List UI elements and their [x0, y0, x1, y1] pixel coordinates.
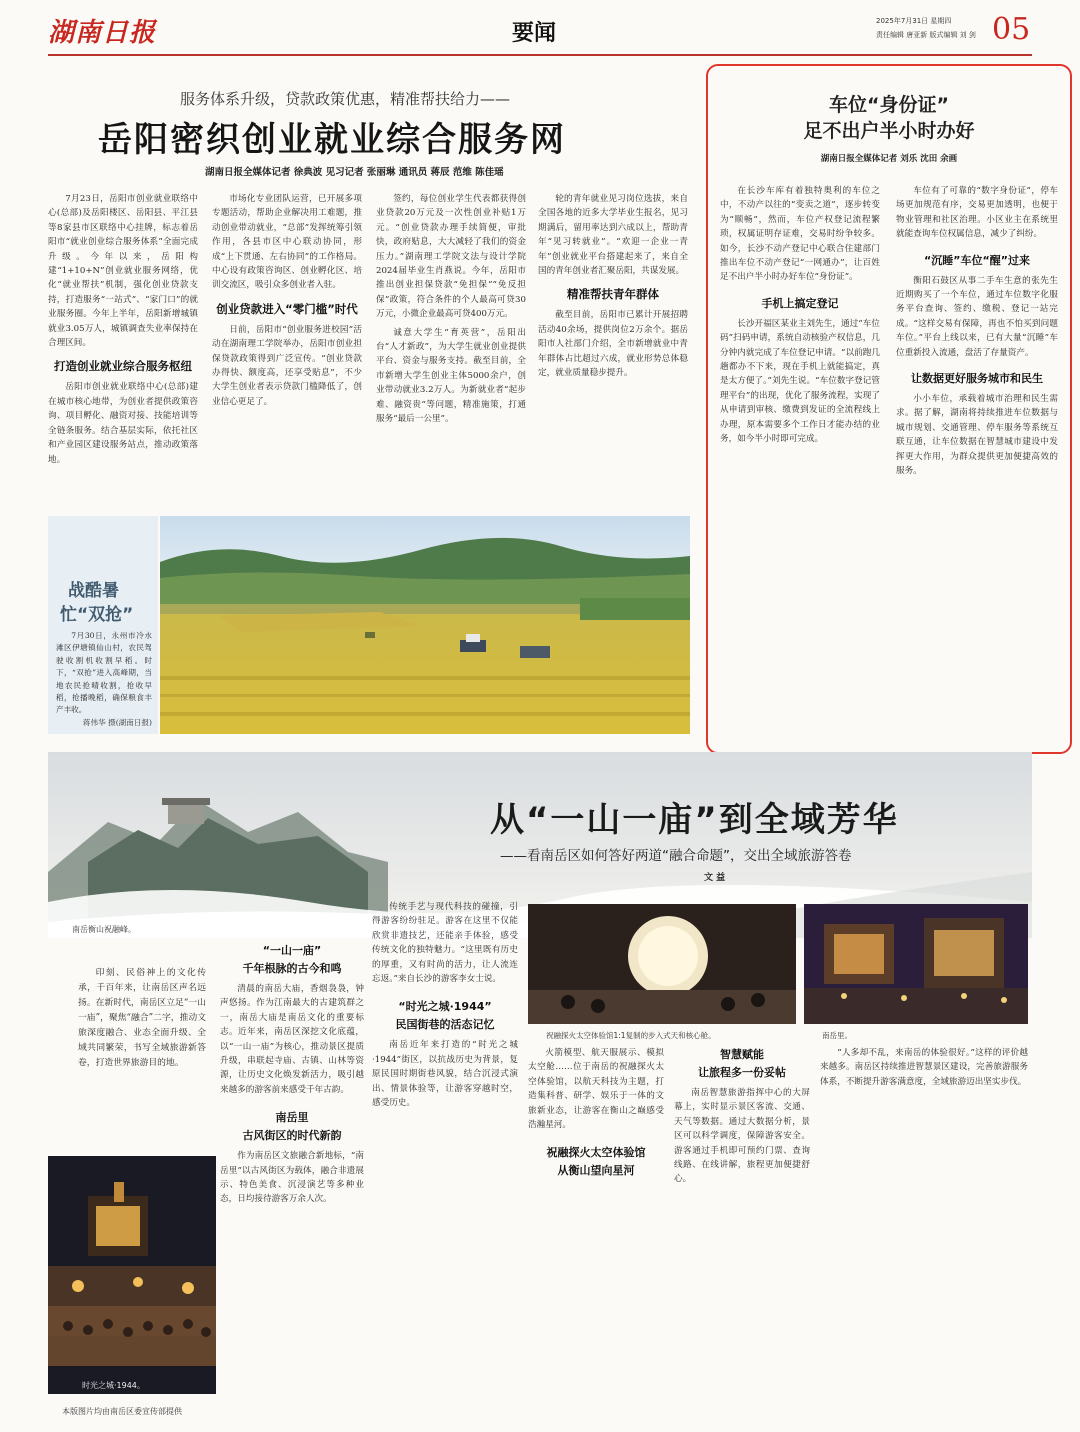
- lead-subhead-1: 打造创业就业综合服务枢纽: [54, 359, 192, 374]
- lead-byline: 湖南日报全媒体记者 徐典波 见习记者 张丽琳 通讯员 蒋辰 范维 陈佳瑶: [205, 167, 504, 178]
- feature-subhead-2: “沉睡”车位“醒”过来: [924, 253, 1030, 267]
- nanyue-subtitle: ——看南岳区如何答好两道“融合命题”，交出全域旅游答卷: [500, 848, 852, 864]
- feature-byline: 湖南日报全媒体记者 刘乐 沈田 余画: [820, 154, 958, 164]
- masthead-rule: [48, 54, 1032, 56]
- nanyue-paragraph: 清晨的南岳大庙，香烟袅袅，钟声悠扬。作为江南最大的古建筑群之一，南岳大庙是南岳文化的重要标志。近年来，南岳区深挖文化底蕴，以“一山一庙”为核心，推动景区提质升级，串联起寺庙、古镇、山林等资源，让历史文化焕发新活力，吸引越来越多的游客前来感受千年古韵。: [220, 984, 364, 1095]
- nanyue-night-image: [804, 904, 1028, 1024]
- night-caption: 南岳里。: [822, 1031, 852, 1040]
- sidebar-title-2: 忙“双抢”: [60, 605, 134, 625]
- nanyue-paragraph: 南岳近年来打造的“时光之城·1944”街区，以抗战历史为背景，复原民国时期街巷风貌，结合沉浸式演出、情景体验等，让游客穿越时空，感受历史。: [372, 1040, 518, 1109]
- nanyue-paragraph: 火箭模型、航天服展示、模拟太空舱……位于南岳的祝融探火太空体验馆，以航天科技为主题，打造集科普、研学、娱乐于一体的文旅新业态，让游客在衡山之巅感受浩瀚星河。: [528, 1048, 664, 1131]
- nanyue-subhead-a: “一山一庙”: [262, 944, 322, 957]
- sidebar-credit: 蒋伟华 摄(湖南日报): [82, 717, 152, 727]
- lead-col-3: [376, 192, 526, 510]
- lead-paragraph: 轮的青年就业见习岗位选拔，来自全国各地的近多大学毕业生报名，见习期满后，留用率达到六成以上，帮助青年“见习转就业”。“欢迎一企业一青年”创业就业平台搭建起来了，来自全国的青年创业者汇聚岳阳，共谋发展。: [538, 194, 688, 277]
- lead-paragraph: 日前，岳阳市“创业服务进校园”活动在湖南理工学院举办，岳阳市创业担保贷款政策得到广泛宣传。“创业贷款办得快、额度高，还享受贴息”，不少大学生创业者表示贷款门槛降低了，创业信心更足了。: [212, 324, 362, 407]
- feature-col-1: [720, 184, 880, 744]
- lead-paragraph: 市场化专业团队运营，已开展多项专题活动，帮助企业解决用工难题，推动创业带动就业，“总部”发挥统筹引领作用，各县市区中心联动协同，形成“上下贯通、左右协同”的工作格局。中心设有政策咨询区、创业孵化区、培训交流区，吸引众多创业者入驻。: [212, 194, 362, 291]
- night-street-image: [48, 1156, 216, 1394]
- lead-paragraph: 7月23日，岳阳市创业就业联络中心(总部)及岳阳楼区、岳阳县、平江县等8家县市区联络中心挂牌，标志着岳阳市“就业创业综合服务体系”全面完成升级。今年以来，岳阳构建“1+10+N”创业就业服务网络，优化“就业帮扶”机制，强化创业贷款支持，打造服务“一站式”、“家门口”的就业服务圈。今年上半年，岳阳新增城镇就业3.05万人，城镇调查失业率保持在合理区间。: [48, 194, 198, 349]
- feature-paragraph: 在长沙车库有着独特奥利的车位之中，不动产以往的“变卖之道”，逐步转变为“顺畅”，然而，车位产权登记流程繁琐，权属证明存证难，交易时纷争较多。如今，长沙不动产登记中心联合住建部门推出车位不动产登记“一网通办”，让百姓足不出户半小时办好车位“身份证”。: [720, 186, 880, 283]
- nanyue-headline: 从“一山一庙”到全域芳华: [490, 800, 899, 840]
- lead-subhead-3: 精准帮扶青年群体: [567, 287, 659, 302]
- feature-paragraph: 长沙开福区某业主刘先生，通过“车位码”扫码申请，系统自动核验产权信息，几分钟内就完成了车位登记申请。“以前跑几趟都办不下来，现在手机上就能搞定，真是太方便了。”刘先生说。“车位数字登记管理平台”的出现，优化了服务流程，实现了从申请到审核、缴费到发证的全流程线上办理，原本需要多个工作日才能办结的业务，如今半小时即可完成。: [720, 318, 880, 445]
- nanyue-col-a: [220, 942, 364, 1412]
- feature-title-2: 足不出户半小时办好: [803, 120, 975, 142]
- nanyue-paragraph: “人多却不乱，来南岳的体验很好。”这样的评价越来越多。南岳区持续推进智慧景区建设，完善旅游服务体系，不断提升游客满意度，全域旅游迈出坚实步伐。: [820, 1048, 1028, 1087]
- lead-paragraph: 签约，每位创业学生代表都获得创业贷款20万元及一次性创业补贴1万元。“创业贷款办理手续简便，审批快，政府贴息，大大减轻了我们的资金压力。”湖南理工学院文法与设计学院2024届毕业生肖燕说。今年，岳阳市推出创业担保贷款“免担保”“免反担保”政策，符合条件的个人最高可贷30万元，小微企业最高可贷400万元。: [376, 194, 526, 320]
- nanyue-subhead-d: 祝融探火太空体验馆: [546, 1146, 646, 1160]
- lead-paragraph: 岳阳市创业就业联络中心(总部)建在城市核心地带，为创业者提供政策咨询、项目孵化、融资对接、技能培训等全链条服务。结合基层实际，依托社区和产业园区建设服务站点，推动政策落地。: [48, 382, 198, 465]
- lead-paragraph: 诚意大学生“育英营”，岳阳出台“人才新政”，为大学生就业创业提供平台、资金与服务支持。截至目前，全市新增大学生创业主体5000余户，创业带动就业3.2万人。为新就业者“起步难、融资贵”等问题，精准施策，打通服务“最后一公里”。: [376, 327, 526, 425]
- space-hall-photo: [528, 904, 796, 1024]
- issue-date: 2025年7月31日 星期四: [876, 17, 952, 25]
- nanyue-subhead-c: “时光之城·1944”: [398, 1000, 492, 1014]
- nanyue-subhead-a2: 千年根脉的古今和鸣: [242, 962, 342, 975]
- lead-paragraph: 截至目前，岳阳市已累计开展招聘活动40余场，提供岗位2万余个。据岳阳市人社部门介绍，全市新增就业中青年群体占比超过六成，就业形势总体稳定，就业质量稳步提升。: [538, 310, 688, 379]
- page-editors: 责任编辑 唐亚新 版式编辑 刘 剑: [876, 31, 976, 39]
- feature-paragraph: 车位有了可靠的“数字身份证”，停车场更加规范有序，交易更加透明，也便于物业管理和社区治理。小区业主在系统里就能查询车位权属信息，减少了纠纷。: [896, 186, 1058, 240]
- feature-paragraph: 衡阳石鼓区从事二手车生意的张先生近期购买了一个车位，通过车位数字化服务平台查询、签约、缴税、登记一站完成。“这样交易有保障，再也不怕买到问题车位。”平台上线以来，已有大量“沉睡”车位重新投入流通，盘活了存量资产。: [896, 275, 1058, 358]
- feature-subhead-1: 手机上搞定登记: [761, 296, 839, 310]
- photo-sidebar-panel: [48, 516, 158, 734]
- rice-field-image: [160, 516, 690, 734]
- nanyue-col-e: [674, 1046, 810, 1412]
- nanyue-subhead-b: 南岳里: [275, 1111, 309, 1125]
- nanyue-subhead-e2: 让旅程多一份妥帖: [698, 1066, 786, 1079]
- page-number: 05: [992, 12, 1031, 47]
- night-street-photo: [804, 904, 1028, 1024]
- newspaper-logo: 湖南日报: [48, 18, 157, 48]
- nanyue-col-c: [372, 900, 518, 1412]
- sidebar-caption-text: 7月30日，永州市冷水滩区伊塘镇仙山村，农民驾驶收割机收割早稻。时下，“双抢”进入高峰期，当地农民抢晴收割，抢收早稻，抢播晚稻，确保粮食丰产丰收。: [56, 631, 152, 715]
- nanyue-subhead-b2: 古风街区的时代新韵: [242, 1129, 342, 1143]
- nanyue-col-f: [820, 1046, 1028, 1412]
- section-title: 要闻: [512, 21, 557, 46]
- lead-col-1: [48, 192, 198, 510]
- nanyue-subhead-d2: 从衡山望向星河: [557, 1164, 635, 1178]
- space-capsule-image: [528, 904, 796, 1024]
- rice-harvest-photo: [160, 516, 690, 734]
- mountain-caption: 南岳衡山祝融峰。: [72, 925, 136, 934]
- feature-subhead-3: 让数据更好服务城市和民生: [911, 372, 1043, 386]
- nanyue-subhead-e: 智慧赋能: [720, 1048, 764, 1061]
- lead-col-2: [212, 192, 362, 510]
- lead-subhead-2: 创业贷款进入“零门槛”时代: [216, 301, 358, 316]
- nanyue-paragraph: 作为南岳区文旅融合新地标，“南岳里”以古风街区为载体，融合非遗展示、特色美食、沉浸演艺等多种业态，日均接待游客万余人次。: [220, 1151, 364, 1205]
- lead-headline: 岳阳密织创业就业综合服务网: [98, 120, 566, 160]
- feature-box: [706, 64, 1072, 754]
- nanyue-author: 文 益: [704, 873, 726, 883]
- feature-title-1: 车位“身份证”: [829, 94, 949, 116]
- space-caption: 祝融探火太空体验馆1:1复制的步入式天和核心舱。: [546, 1031, 716, 1040]
- city-caption: 时光之城·1944。: [82, 1381, 145, 1390]
- lead-col-4: [538, 192, 688, 510]
- nanyue-intro: [78, 966, 206, 1148]
- nanyue-intro-text: 印刻、民俗神上的文化传承，千百年来，让南岳区声名远扬。在新时代，南岳区立足“一山一庙”，聚焦“融合”二字，推动文旅深度融合、业态全面升级、全域共同繁荣，书写全域旅游新答卷，打造世界旅游目的地。: [78, 968, 206, 1068]
- photo-footnote: 本版图片均由南岳区委宣传部提供: [62, 1407, 182, 1416]
- night-city-photo: [48, 1156, 216, 1394]
- nanyue-paragraph: 传统手艺与现代科技的碰撞，引得游客纷纷驻足。游客在这里不仅能欣赏非遗技艺，还能亲手体验，感受传统文化的独特魅力。“这里既有历史的厚重，又有时尚的活力，让人流连忘返。”来自长沙的游客李女士说。: [372, 902, 518, 985]
- nanyue-col-d: [528, 1046, 664, 1412]
- nanyue-paragraph: 南岳智慧旅游指挥中心的大屏幕上，实时显示景区客流、交通、天气等数据。通过大数据分析，景区可以科学调度，保障游客安全。游客通过手机即可预约门票、查询线路、在线讲解，旅程更加便捷舒心。: [674, 1088, 810, 1185]
- masthead: [48, 10, 1032, 54]
- feature-paragraph: 小小车位，承载着城市治理和民生需求。据了解，湖南将持续推进车位数据与城市规划、交通管理、停车服务等系统互联互通，让车位数据在智慧城市建设中发挥更大作用，为群众提供更加便捷高效的服务。: [896, 394, 1058, 477]
- feature-col-2: [896, 184, 1058, 744]
- sidebar-caption: [56, 630, 152, 730]
- sidebar-title-1: 战酷暑: [68, 581, 119, 601]
- nanyue-subhead-c2: 民国街巷的活态记忆: [395, 1018, 495, 1032]
- lead-kicker: 服务体系升级，贷款政策优惠，精准帮扶给力——: [180, 90, 511, 108]
